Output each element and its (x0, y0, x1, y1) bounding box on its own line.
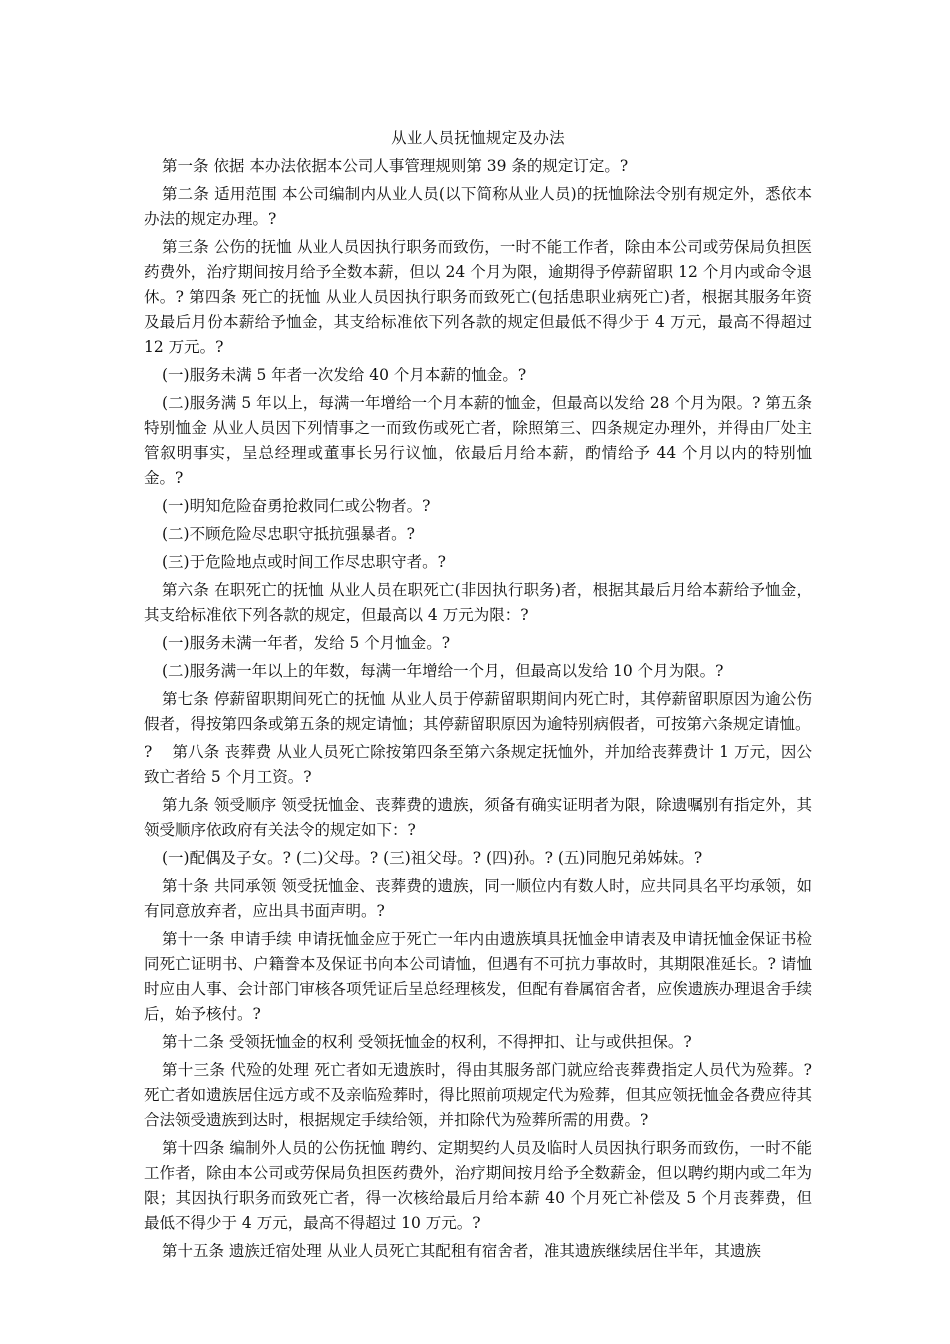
article-5-item-3: (三)于危险地点或时间工作尽忠职守者。? (162, 553, 446, 571)
article-10: 第十条 共同承领 领受抚恤金、丧葬费的遗族，同一顺位内有数人时，应共同具名平均承领，如有同意放弃者，应出具书面声明。? (144, 877, 812, 920)
article-11: 第十一条 申请手续 申请抚恤金应于死亡一年内由遗族填具抚恤金申请表及申请抚恤金保证书检同死亡证明书、户籍誊本及保证书向本公司请恤，但遇有不可抗力事故时，其期限准延长。? 请恤时应由人事、会计部门审核各项凭证后呈总经理核发，但配有眷属宿舍者，应俟遗族办理退舍手续后，始予核付。? (144, 930, 812, 1023)
article-7: 第七条 停薪留职期间死亡的抚恤 从业人员于停薪留职期间内死亡时，其停薪留职原因为逾公伤假者，得按第四条或第五条的规定请恤；其停薪留职原因为逾特别病假者，可按第六条规定请恤。 (144, 690, 812, 733)
article-6-item-1: (一)服务未满一年者，发给 5 个月恤金。? (162, 634, 451, 652)
article-4-item-2-article-5: (二)服务满 5 年以上，每满一年增给一个月本薪的恤金，但最高以发给 28 个月为限。? 第五条 特别恤金 从业人员因下列情事之一而致伤或死亡者，除照第三、四条规定办理外，并得由厂处主管叙明事实，呈总经理或董事长另行议恤，依最后月给本薪，酌情给予 44 个月以内的特别恤金。? (144, 394, 812, 487)
article-9-items: (一)配偶及子女。? (二)父母。? (三)祖父母。? (四)孙。? (五)同胞兄弟姊妹。? (162, 849, 703, 867)
article-9: 第九条 领受顺序 领受抚恤金、丧葬费的遗族，须备有确实证明者为限，除遗嘱别有指定外，其领受顺序依政府有关法令的规定如下：? (144, 796, 812, 839)
article-5-item-1: (一)明知危险奋勇抢救同仁或公物者。? (162, 497, 431, 515)
article-1: 第一条 依据 本办法依据本公司人事管理规则第 39 条的规定订定。? (162, 157, 629, 175)
article-4-item-1: (一)服务未满 5 年者一次发给 40 个月本薪的恤金。? (162, 366, 527, 384)
article-15: 第十五条 遗族迁宿处理 从业人员死亡其配租有宿舍者，准其遗族继续居住半年，其遗族 (162, 1242, 761, 1260)
article-2: 第二条 适用范围 本公司编制内从业人员(以下简称从业人员)的抚恤除法令别有规定外，悉依本办法的规定办理。? (144, 185, 812, 228)
article-5-item-2: (二)不顾危险尽忠职守抵抗强暴者。? (162, 525, 415, 543)
article-14: 第十四条 编制外人员的公伤抚恤 聘约、定期契约人员及临时人员因执行职务而致伤，一时不能工作者，除由本公司或劳保局负担医药费外，治疗期间按月给予全数薪金，但以聘约期内或二年为限；其因执行职务而致死亡者，得一次核给最后月给本薪 40 个月死亡补偿及 5 个月丧葬费，但最低不得少于 4 万元，最高不得超过 10 万元。? (144, 1139, 812, 1232)
article-13: 第十三条 代殓的处理 死亡者如无遗族时，得由其服务部门就应给丧葬费指定人员代为殓葬。? 死亡者如遗族居住远方或不及亲临殓葬时，得比照前项规定代为殓葬，但其应领抚恤金各费应待其合法领受遗族到达时，根据规定手续给领，并扣除代为殓葬所需的用费。? (144, 1061, 812, 1129)
article-3-4: 第三条 公伤的抚恤 从业人员因执行职务而致伤，一时不能工作者，除由本公司或劳保局负担医药费外，治疗期间按月给予全数本薪，但以 24 个月为限，逾期得予停薪留职 12 个月内或命令退休。? 第四条 死亡的抚恤 从业人员因执行职务而致死亡(包括患职业病死亡)者，根据其服务年资及最后月份本薪给予恤金，其支给标准依下列各款的规定但最低不得少于 4 万元，最高不得超过 12 万元。? (144, 238, 812, 356)
document-body (144, 126, 812, 1267)
article-12: 第十二条 受领抚恤金的权利 受领抚恤金的权利，不得押扣、让与或供担保。? (162, 1033, 692, 1051)
article-6: 第六条 在职死亡的抚恤 从业人员在职死亡(非因执行职务)者，根据其最后月给本薪给予恤金，其支给标准依下列各款的规定，但最高以 4 万元为限：? (144, 581, 812, 624)
document-title: 从业人员抚恤规定及办法 (391, 129, 565, 147)
article-8: ? 第八条 丧葬费 从业人员死亡除按第四条至第六条规定抚恤外，并加给丧葬费计 1 万元，因公致亡者给 5 个月工资。? (144, 743, 812, 786)
article-6-item-2: (二)服务满一年以上的年数，每满一年增给一个月，但最高以发给 10 个月为限。? (162, 662, 724, 680)
